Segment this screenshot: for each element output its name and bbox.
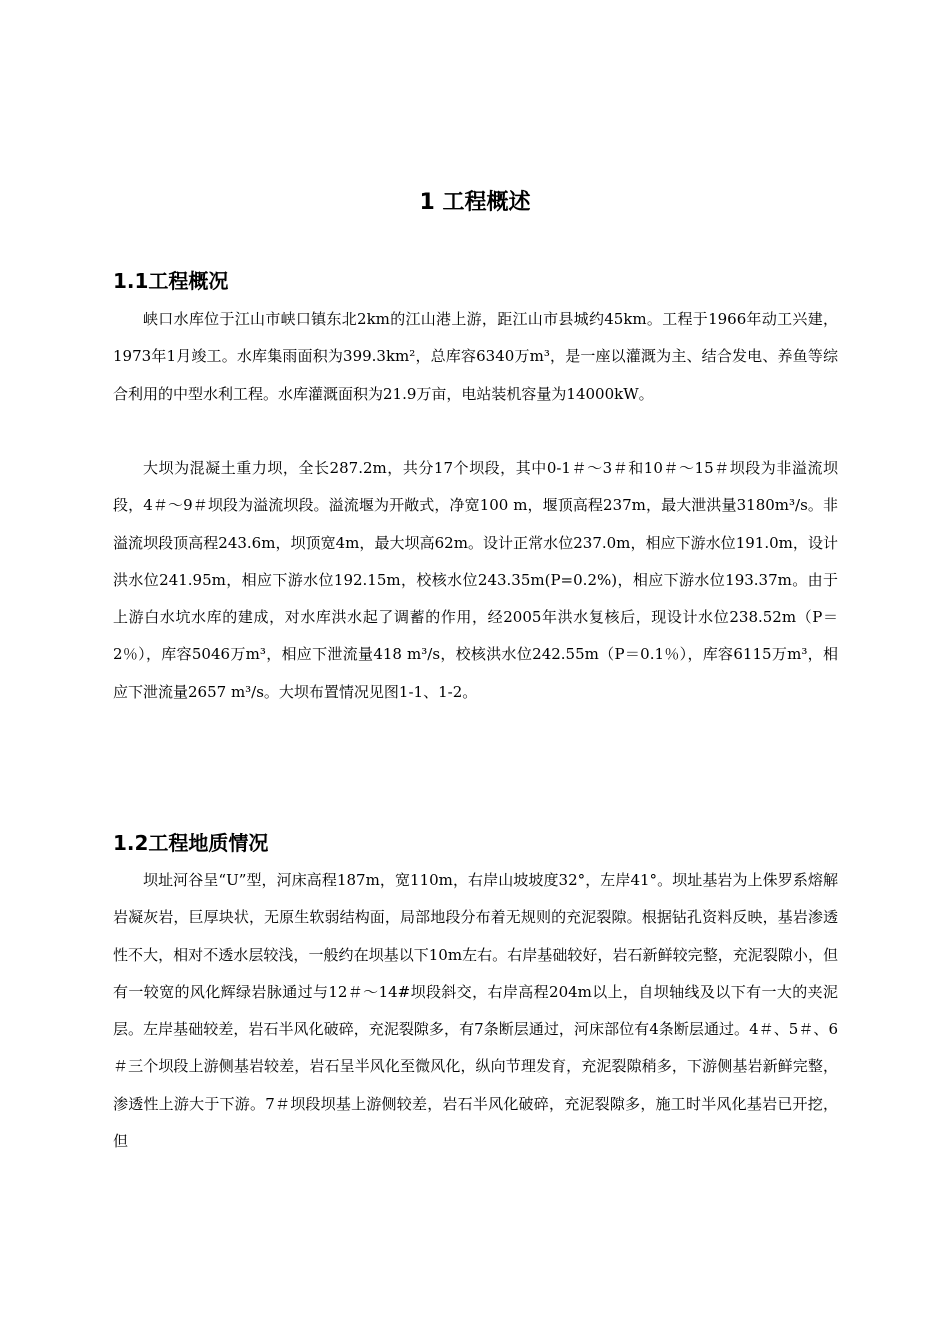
paragraph-reservoir-overview: 峡口水库位于江山市峡口镇东北2km的江山港上游，距江山市县城约45km。工程于1966年动工兴建，1973年1月竣工。水库集雨面积为399.3km²，总库容6340万m³，是一座以灌溉为主、结合发电、养鱼等综合利用的中型水利工程。水库灌溉面积为21.9万亩，电站装机容量为14000kW。 <box>113 310 838 403</box>
paragraph-dam-description: 大坝为混凝土重力坝，全长287.2m，共分17个坝段，其中0-1＃～3＃和10＃～15＃坝段为非溢流坝段，4＃～9＃坝段为溢流坝段。溢流堰为开敞式，净宽100 m，堰顶高程237m，最大泄洪量3180m³/s。非溢流坝段顶高程243.6m，坝顶宽4m，最大坝高62m。设计正常水位237.0m，相应下游水位191.0m，设计洪水位241.95m，相应下游水位192.15m，校核水位243.35m(P=0.2%)，相应下游水位193.37m。由于上游白水坑水库的建成，对水库洪水起了调蓄的作用，经2005年洪水复核后，现设计水位238.52m（P＝2％），库容5046万m³，相应下泄流量418 m³/s，校核洪水位242.55m（P＝0.1％），库容6115万m³，相应下泄流量2657 m³/s。大坝布置情况见图1-1、1-2。 <box>113 459 838 701</box>
section-title-geology: 1.2工程地质情况 <box>113 831 269 855</box>
paragraph-geology: 坝址河谷呈“U”型，河床高程187m，宽110m，右岸山坡坡度32°，左岸41°。坝址基岩为上侏罗系熔解岩凝灰岩，巨厚块状，无原生软弱结构面，局部地段分布着无规则的充泥裂隙。根据钻孔资料反映，基岩渗透性不大，相对不透水层较浅，一般约在坝基以下10m左右。右岸基础较好，岩石新鲜较完整，充泥裂隙小，但有一较宽的风化辉绿岩脉通过与12＃～14#坝段斜交，右岸高程204m以上，自坝轴线及以下有一大的夹泥层。左岸基础较差，岩石半风化破碎，充泥裂隙多，有7条断层通过，河床部位有4条断层通过。4＃、5＃、6＃三个坝段上游侧基岩较差，岩石呈半风化至微风化，纵向节理发育，充泥裂隙稍多，下游侧基岩新鲜完整，渗透性上游大于下游。7＃坝段坝基上游侧较差，岩石半风化破碎，充泥裂隙多，施工时半风化基岩已开挖，但 <box>113 871 838 1151</box>
chapter-title: 1 工程概述 <box>419 190 531 215</box>
section-title-overview: 1.1工程概况 <box>113 269 229 293</box>
